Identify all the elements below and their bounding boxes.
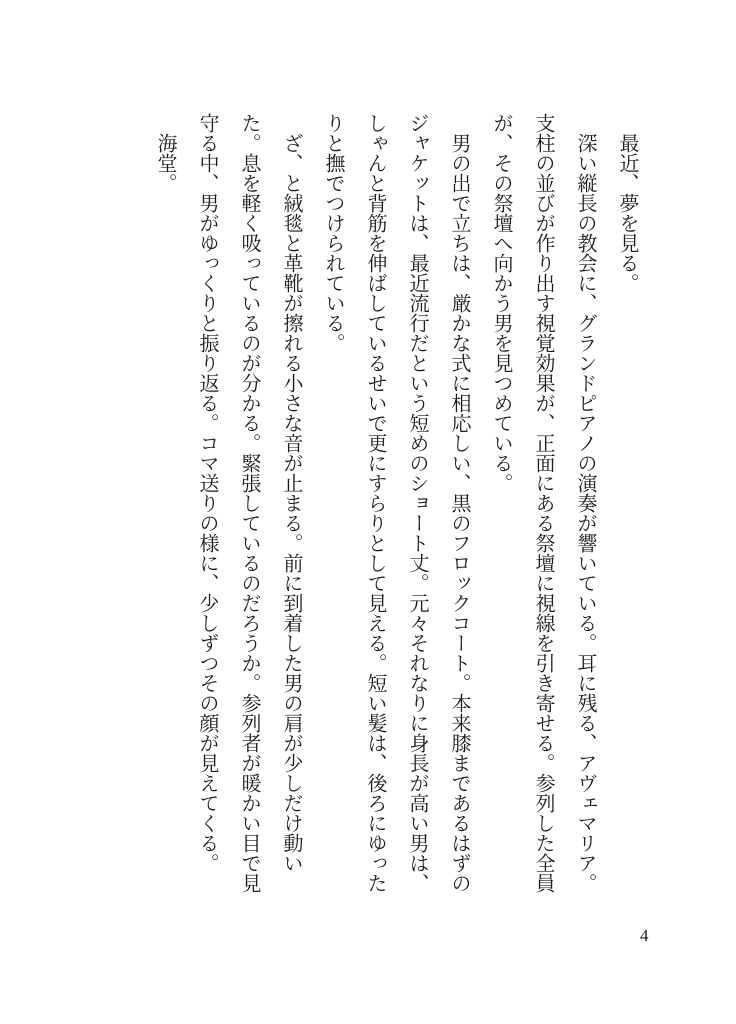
- page-number: 4: [640, 926, 649, 945]
- paragraph-3: 男の出で立ちは、厳かな式に相応しい、黒のフロックコート。本来膝まであるはずのジャケットは、最近流行だという短めのショート丈。元々それなりに身長が高い男は、しゃんと背筋を伸ばしているせいで更にすらりとして見える。短い髪は、後ろにゆったりと撫でつけられている。: [322, 113, 470, 893]
- paragraph-4: ざ、と絨毯と革靴が擦れる小さな音が止まる。前に到着した男の肩が少しだけ動いた。息を軽く吸っているのが分かる。緊張しているのだろうか。参列者が暖かい目で見守る中、男がゆっくりと振り返る。コマ送りの様に、少しずつその顔が見えてくる。: [196, 113, 302, 893]
- vertical-text-block: [144, 113, 648, 893]
- paragraph-5: 海堂。: [154, 113, 176, 193]
- paragraph-2: 深い縦長の教会に、グランドピアノの演奏が響いている。耳に残る、アヴェマリア。支柱の並びが作り出す視覚効果が、正面にある祭壇に視線を引き寄せる。参列した全員が、その祭壇へ向かう男を見つめている。: [490, 113, 596, 893]
- paragraph-1: 最近、夢を見る。: [616, 113, 638, 293]
